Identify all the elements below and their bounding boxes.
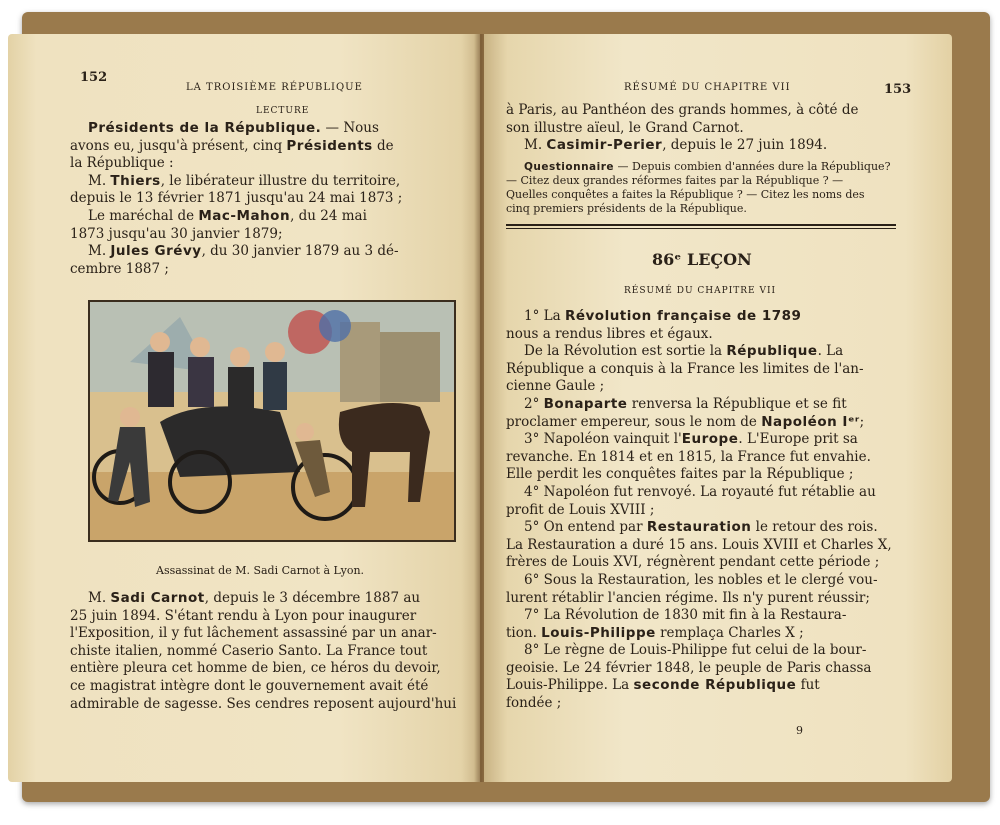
text-run: tion. bbox=[506, 624, 542, 641]
bold-term: République bbox=[726, 343, 818, 360]
text-run: de bbox=[372, 137, 394, 154]
bold-term: Europe bbox=[681, 431, 739, 448]
text-run: le retour des rois. bbox=[751, 519, 878, 536]
text-run: M. bbox=[524, 137, 547, 154]
text-run: proclamer empereur, sous le nom de bbox=[506, 413, 762, 430]
text-run: — Depuis combien d'années dure la République? bbox=[614, 160, 891, 173]
illustration-caption: Assassinat de M. Sadi Carnot à Lyon. bbox=[156, 564, 365, 577]
right-page bbox=[484, 34, 952, 782]
section-divider-thin bbox=[506, 228, 896, 229]
text-line: l'Exposition, il y fut lâchement assassiné par un anar- bbox=[70, 625, 437, 642]
thiers-name: Thiers bbox=[110, 172, 161, 189]
questionnaire-label: Questionnaire bbox=[524, 161, 615, 173]
text-line: lurent rétablir l'ancien régime. Ils n'y purent réussir; bbox=[506, 589, 870, 606]
carnot-text bbox=[70, 590, 482, 713]
text-line: geoisie. Le 24 février 1848, le peuple de Paris chassa bbox=[506, 659, 872, 676]
assassination-illustration bbox=[88, 300, 456, 542]
bold-term: seconde République bbox=[633, 677, 797, 694]
left-page bbox=[8, 34, 480, 782]
text-run: , du 24 mai bbox=[290, 207, 367, 224]
text-line: cembre 1887 ; bbox=[70, 260, 169, 277]
left-page-number: 152 bbox=[80, 70, 108, 85]
text-line: 6° Sous la Restauration, les nobles et le clergé vou- bbox=[524, 571, 878, 588]
presidents-heading: Présidents de la République. bbox=[88, 120, 322, 136]
text-run: Le maréchal de bbox=[88, 207, 199, 224]
text-line: depuis le 13 février 1871 jusqu'au 24 mai 1873 ; bbox=[70, 190, 403, 207]
continuation-text bbox=[506, 102, 906, 155]
text-line: ce magistrat intègre dont le gouvernement avait été bbox=[70, 677, 429, 694]
text-line: profit de Louis XVIII ; bbox=[506, 501, 655, 518]
presidents-text bbox=[70, 120, 482, 278]
signature-mark: 9 bbox=[796, 724, 803, 737]
text-run: — Nous bbox=[321, 120, 379, 136]
text-run: De la Révolution est sortie la bbox=[524, 343, 727, 360]
casimir-perier-name: Casimir-Perier bbox=[546, 137, 663, 154]
text-line: 1873 jusqu'au 30 janvier 1879; bbox=[70, 225, 283, 242]
bold-term: Révolution française de 1789 bbox=[564, 308, 802, 324]
text-run: , le libérateur illustre du territoire, bbox=[160, 172, 401, 189]
text-line: entière pleura cet homme de bien, ce héros du devoir, bbox=[70, 660, 441, 677]
text-line: Quelles conquêtes a faites la République ? — Citez les noms des bbox=[506, 188, 865, 201]
text-line: 7° La Révolution de 1830 mit fin à la Restaura- bbox=[524, 607, 847, 624]
text-run: M. bbox=[88, 243, 111, 260]
text-run: . L'Europe prit sa bbox=[738, 431, 858, 448]
grevy-name: Jules Grévy bbox=[110, 243, 202, 260]
text-run: 1° La bbox=[524, 308, 565, 324]
bold-term: Présidents bbox=[286, 137, 373, 154]
text-run: remplaça Charles X ; bbox=[655, 624, 804, 641]
bold-term: Restauration bbox=[646, 519, 752, 536]
text-run: M. bbox=[88, 172, 111, 189]
text-run: ; bbox=[859, 413, 865, 430]
text-line: cienne Gaule ; bbox=[506, 378, 605, 395]
text-line: République a conquis à la France les limites de l'an- bbox=[506, 360, 864, 377]
bold-term: Louis-Philippe bbox=[541, 624, 656, 641]
text-run: M. bbox=[88, 590, 111, 606]
text-line: cinq premiers présidents de la République. bbox=[506, 202, 747, 215]
text-line: 8° Le règne de Louis-Philippe fut celui de la bour- bbox=[524, 642, 867, 659]
illustration-drawing bbox=[90, 302, 454, 540]
text-line: à Paris, au Panthéon des grands hommes, à côté de bbox=[506, 102, 859, 118]
text-run: . La bbox=[817, 343, 844, 360]
text-run: , du 30 janvier 1879 au 3 dé- bbox=[201, 243, 399, 260]
text-line: nous a rendus libres et égaux. bbox=[506, 325, 713, 342]
text-line: la République : bbox=[70, 155, 174, 172]
lecture-label: LECTURE bbox=[256, 106, 310, 116]
questionnaire bbox=[506, 160, 906, 216]
lesson-subtitle: RÉSUMÉ DU CHAPITRE VII bbox=[624, 286, 777, 296]
left-running-head: LA TROISIÈME RÉPUBLIQUE bbox=[186, 82, 363, 93]
text-line: frères de Louis XVI, régnèrent pendant cette période ; bbox=[506, 554, 880, 571]
text-line: chiste italien, nommé Caserio Santo. La France tout bbox=[70, 642, 428, 659]
text-run: avons eu, jusqu'à présent, cinq bbox=[70, 137, 287, 154]
text-run: renversa la République et se fit bbox=[627, 395, 847, 412]
text-run: , depuis le 3 décembre 1887 au bbox=[204, 590, 421, 606]
text-run: 5° On entend par bbox=[524, 519, 647, 536]
text-run: Louis-Philippe. La bbox=[506, 677, 634, 694]
text-line: son illustre aïeul, le Grand Carnot. bbox=[506, 119, 744, 136]
text-line: fondée ; bbox=[506, 695, 562, 712]
right-page-number: 153 bbox=[884, 82, 912, 97]
lesson-summary bbox=[506, 308, 906, 713]
text-line: La Restauration a duré 15 ans. Louis XVIII et Charles X, bbox=[506, 536, 892, 553]
bold-term: Bonaparte bbox=[543, 395, 628, 412]
text-line: 25 juin 1894. S'étant rendu à Lyon pour inaugurer bbox=[70, 607, 417, 624]
text-line: revanche. En 1814 et en 1815, la France fut envahie. bbox=[506, 448, 871, 465]
macmahon-name: Mac-Mahon bbox=[198, 207, 291, 224]
text-run: fut bbox=[796, 677, 820, 694]
text-line: 4° Napoléon fut renvoyé. La royauté fut rétablie au bbox=[524, 483, 876, 500]
text-line: — Citez deux grandes réformes faites par la République ? — bbox=[506, 174, 844, 187]
section-divider bbox=[506, 224, 896, 226]
bold-term: Napoléon Iᵉʳ bbox=[761, 413, 860, 430]
text-line: admirable de sagesse. Ses cendres reposent aujourd'hui bbox=[70, 695, 457, 712]
right-running-head: RÉSUMÉ DU CHAPITRE VII bbox=[624, 82, 791, 93]
text-run: , depuis le 27 juin 1894. bbox=[662, 137, 828, 154]
text-run: 2° bbox=[524, 395, 544, 412]
lesson-title: 86ᵉ LEÇON bbox=[652, 250, 752, 269]
text-run: 3° Napoléon vainquit l' bbox=[524, 431, 682, 448]
carnot-name: Sadi Carnot bbox=[110, 590, 205, 606]
text-line: Elle perdit les conquêtes faites par la République ; bbox=[506, 466, 854, 483]
